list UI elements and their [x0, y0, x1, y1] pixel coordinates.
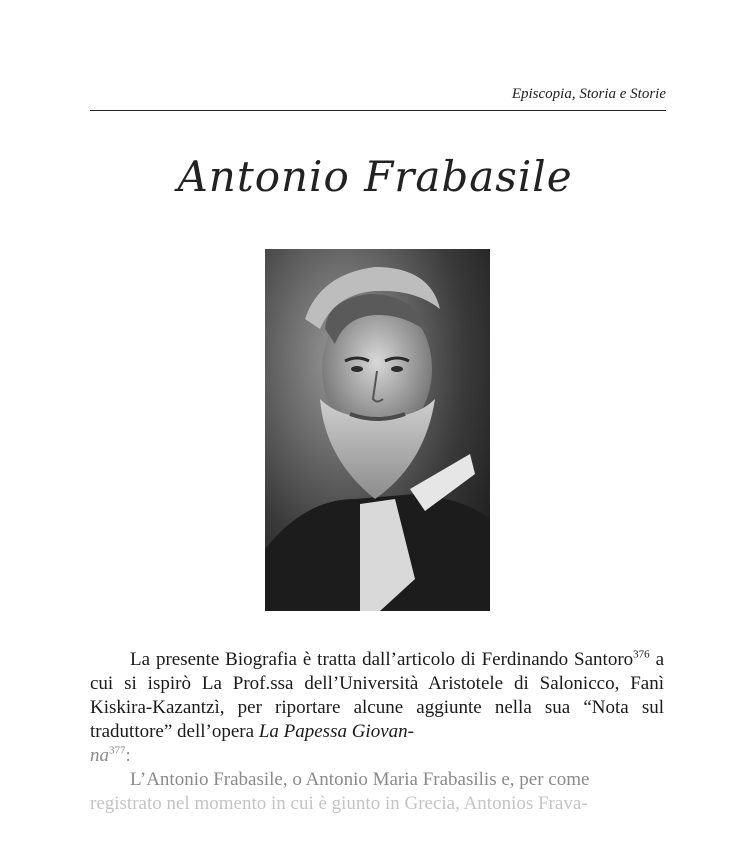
- body-text: [90, 648, 664, 816]
- paragraph-1-text-b: a cui si ispirò La Prof.ssa dell’Università Aristotele di Salonicco, Fanì Kiskira-Kazantzì, per riportare alcune aggiunte nella sua “Nota sul traduttore” dell’opera: [90, 649, 665, 742]
- footnote-ref-376[interactable]: 376: [633, 648, 650, 661]
- work-title-end: na: [90, 745, 109, 766]
- chapter-title: Antonio Frabasile: [177, 152, 573, 201]
- running-header: Episcopia, Storia e Storie: [511, 86, 666, 102]
- paragraph-2-line-1: L’Antonio Frabasile, o Antonio Maria Frabasilis e, per come: [130, 769, 590, 790]
- paragraph-1: [90, 648, 664, 768]
- paragraph-1-text-c: :: [125, 745, 131, 766]
- portrait-photo: [265, 249, 490, 611]
- header-rule: [90, 110, 666, 111]
- paragraph-2-line-2: registrato nel momento in cui è giunto in Grecia, Antonios Frava-: [90, 793, 588, 814]
- portrait-photo-icon: [265, 249, 490, 611]
- work-title: La Papessa Giovan-: [258, 721, 414, 742]
- footnote-ref-377[interactable]: 377: [109, 744, 126, 757]
- paragraph-1-text-a: La presente Biografia è tratta dall’articolo di Ferdinando Santoro: [130, 649, 634, 670]
